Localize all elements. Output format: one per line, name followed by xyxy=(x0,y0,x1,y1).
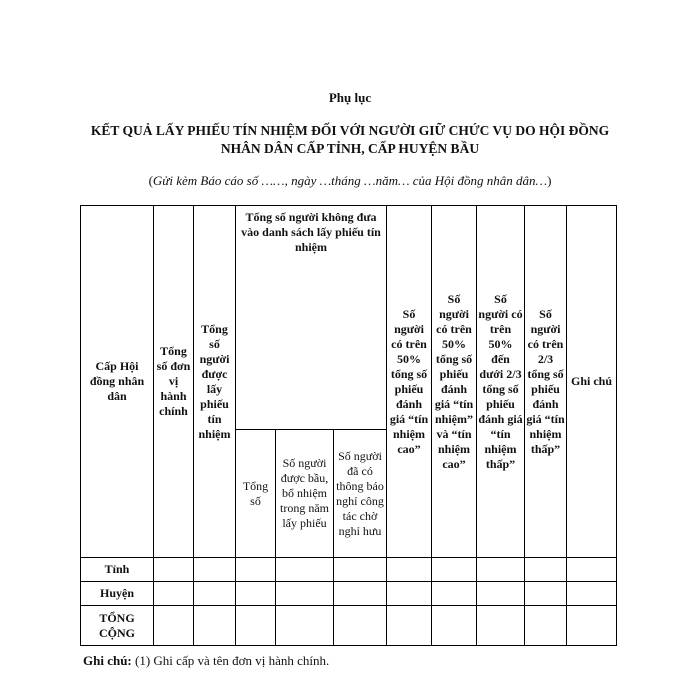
row-label-total: TỔNG CỘNG xyxy=(81,606,154,646)
table-cell xyxy=(236,606,276,646)
header-over50-trust: Số người có trên 50% tổng số phiếu đánh giá “tín nhiệm” và “tín nhiệm cao” xyxy=(432,206,477,558)
document-subtitle xyxy=(40,173,660,189)
subheader-elected: Số người được bầu, bổ nhiệm trong năm lấy phiếu xyxy=(276,430,334,558)
table-cell xyxy=(477,582,525,606)
header-over50-high: Số người có trên 50% tổng số phiếu đánh giá “tín nhiệm cao” xyxy=(387,206,432,558)
table-cell xyxy=(567,558,617,582)
header-over23-low: Số người có trên 2/3 tổng số phiếu đánh giá “tín nhiệm thấp” xyxy=(525,206,567,558)
header-note: Ghi chú xyxy=(567,206,617,558)
header-units: Tổng số đơn vị hành chính xyxy=(154,206,194,558)
row-label-district: Huyện xyxy=(81,582,154,606)
table-cell xyxy=(525,558,567,582)
table-row xyxy=(81,582,617,606)
table-cell xyxy=(387,558,432,582)
table-row xyxy=(81,558,617,582)
table-cell xyxy=(194,582,236,606)
table-row xyxy=(81,606,617,646)
header-persons: Tổng số người được lấy phiếu tín nhiệm xyxy=(194,206,236,558)
table-cell xyxy=(387,606,432,646)
table-cell xyxy=(276,582,334,606)
table-cell xyxy=(334,582,387,606)
subheader-total: Tổng số xyxy=(236,430,276,558)
table-cell xyxy=(477,606,525,646)
table-cell xyxy=(236,582,276,606)
header-between-low: Số người có trên 50% đến dưới 2/3 tổng số phiếu đánh giá “tín nhiệm thấp” xyxy=(477,206,525,558)
table-cell xyxy=(432,558,477,582)
table-cell xyxy=(525,606,567,646)
table-cell xyxy=(567,582,617,606)
header-excluded-group: Tổng số người không đưa vào danh sách lấy phiếu tín nhiệm xyxy=(236,206,387,430)
subtitle-text: Gửi kèm Báo cáo số ……, ngày …tháng …năm… của Hội đồng nhân dân… xyxy=(152,173,548,188)
table-cell xyxy=(194,558,236,582)
table-cell xyxy=(154,582,194,606)
table-cell xyxy=(477,558,525,582)
subtitle-close-paren: ) xyxy=(547,173,552,188)
header-row-main xyxy=(81,206,617,430)
table-cell xyxy=(236,558,276,582)
table-cell xyxy=(334,606,387,646)
table-cell xyxy=(154,558,194,582)
document-title: KẾT QUẢ LẤY PHIẾU TÍN NHIỆM ĐỐI VỚI NGƯỜI GIỮ CHỨC VỤ DO HỘI ĐỒNG NHÂN DÂN CẤP TỈNH, CẤP HUYỆN BẦU xyxy=(90,123,610,156)
table-cell xyxy=(334,558,387,582)
footnote xyxy=(83,653,329,669)
table-cell xyxy=(276,606,334,646)
subheader-retire: Số người đã có thông báo nghỉ công tác chờ nghỉ hưu xyxy=(334,430,387,558)
table-cell xyxy=(276,558,334,582)
table-cell xyxy=(387,582,432,606)
table-cell xyxy=(194,606,236,646)
header-level: Cấp Hội đồng nhân dân xyxy=(81,206,154,558)
table-cell xyxy=(567,606,617,646)
table-cell xyxy=(432,582,477,606)
row-label-province: Tỉnh xyxy=(81,558,154,582)
table-cell xyxy=(154,606,194,646)
appendix-label: Phụ lục xyxy=(328,90,372,105)
subtitle-open-paren: ( xyxy=(148,173,153,188)
footnote-text: (1) Ghi cấp và tên đơn vị hành chính. xyxy=(131,653,330,668)
results-table xyxy=(80,205,617,646)
table-cell xyxy=(525,582,567,606)
footnote-label: Ghi chú: xyxy=(83,653,132,668)
table-cell xyxy=(432,606,477,646)
